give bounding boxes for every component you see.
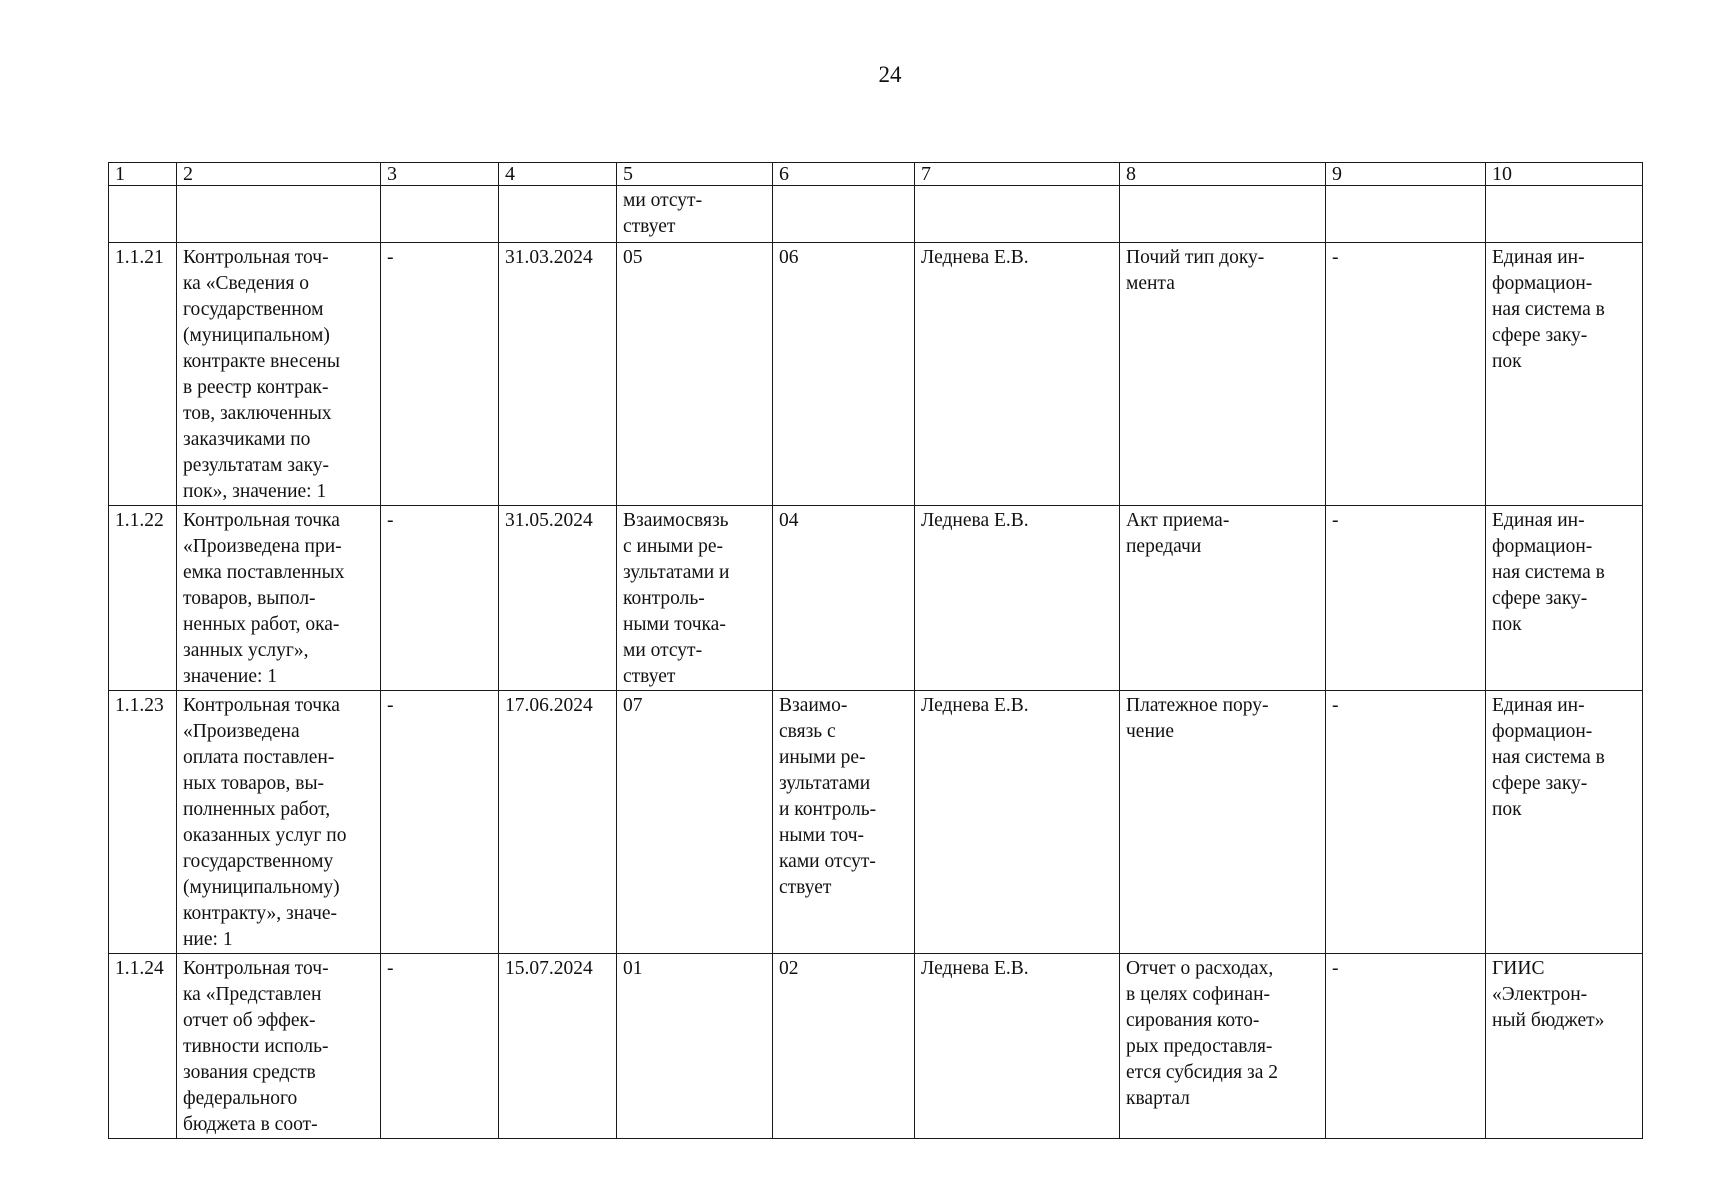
cell: 05: [617, 243, 773, 506]
cell: [109, 186, 177, 243]
table-row: [109, 506, 1643, 691]
cell: 07: [617, 691, 773, 954]
due-date: 17.06.2024: [499, 691, 617, 954]
continued-row: [109, 186, 1643, 243]
responsible-person: Леднева Е.В.: [915, 691, 1120, 954]
column-header: 9: [1326, 163, 1486, 186]
document-type: Платежное пору- чение: [1120, 691, 1326, 954]
column-header: 4: [499, 163, 617, 186]
column-header: 10: [1486, 163, 1643, 186]
control-point-name: Контрольная точка «Произведена при- емка поставленных товаров, выпол- ненных работ, ока- занных услуг», значение: 1: [177, 506, 381, 691]
column-number-header-row: [109, 163, 1643, 186]
document-type: Акт приема- передачи: [1120, 506, 1326, 691]
document-type: Отчет о расходах, в целях софинан- сирования кото- рых предоставля- ется субсидия за 2 квартал: [1120, 954, 1326, 1139]
cell: [773, 186, 915, 243]
control-points-table: [108, 162, 1643, 1139]
responsible-person: Леднева Е.В.: [915, 954, 1120, 1139]
cell: 02: [773, 954, 915, 1139]
cell: [1120, 186, 1326, 243]
page-number: 24: [878, 62, 902, 87]
control-point-name: Контрольная точ- ка «Сведения о государственном (муниципальном) контракте внесены в реестр контрак- тов, заключенных заказчиками по результатам заку- пок», значение: 1: [177, 243, 381, 506]
column-header: 1: [109, 163, 177, 186]
table-row: [109, 691, 1643, 954]
relation-cell: Взаимосвязь с иными ре- зультатами и контроль- ными точка- ми отсут- ствует: [617, 506, 773, 691]
responsible-person: Леднева Е.В.: [915, 243, 1120, 506]
column-header: 6: [773, 163, 915, 186]
cell: [499, 186, 617, 243]
cell: -: [1326, 954, 1486, 1139]
responsible-person: Леднева Е.В.: [915, 506, 1120, 691]
row-id: 1.1.23: [109, 691, 177, 954]
cell: [177, 186, 381, 243]
table-row: [109, 954, 1643, 1139]
column-header: 2: [177, 163, 381, 186]
cell: -: [381, 954, 499, 1139]
row-id: 1.1.22: [109, 506, 177, 691]
cell: -: [1326, 243, 1486, 506]
control-point-name: Контрольная точ- ка «Представлен отчет об эффек- тивности исполь- зования средств федерального бюджета в соот-: [177, 954, 381, 1139]
cell: [1326, 186, 1486, 243]
information-system: Единая ин- формацион- ная система в сфере заку- пок: [1486, 691, 1643, 954]
column-header: 3: [381, 163, 499, 186]
cell: [1486, 186, 1643, 243]
column-header: 7: [915, 163, 1120, 186]
cell: 01: [617, 954, 773, 1139]
cell: -: [381, 691, 499, 954]
information-system: ГИИС «Электрон- ный бюджет»: [1486, 954, 1643, 1139]
cell: 04: [773, 506, 915, 691]
relation-cell: Взаимо- связь с иными ре- зультатами и контроль- ными точ- ками отсут- ствует: [773, 691, 915, 954]
cell: -: [381, 243, 499, 506]
row-id: 1.1.21: [109, 243, 177, 506]
table-row: [109, 243, 1643, 506]
due-date: 15.07.2024: [499, 954, 617, 1139]
cell: -: [1326, 506, 1486, 691]
due-date: 31.05.2024: [499, 506, 617, 691]
information-system: Единая ин- формацион- ная система в сфере заку- пок: [1486, 506, 1643, 691]
cell: 06: [773, 243, 915, 506]
cell: [381, 186, 499, 243]
control-point-name: Контрольная точка «Произведена оплата поставлен- ных товаров, вы- полненных работ, оказанных услуг по государственному (муниципальному) контракту», значе- ние: 1: [177, 691, 381, 954]
cell: [915, 186, 1120, 243]
information-system: Единая ин- формацион- ная система в сфере заку- пок: [1486, 243, 1643, 506]
due-date: 31.03.2024: [499, 243, 617, 506]
column-header: 8: [1120, 163, 1326, 186]
cell: -: [1326, 691, 1486, 954]
row-id: 1.1.24: [109, 954, 177, 1139]
cell: -: [381, 506, 499, 691]
document-type: Почий тип доку- мента: [1120, 243, 1326, 506]
relation-cell: ми отсут- ствует: [617, 186, 773, 243]
column-header: 5: [617, 163, 773, 186]
